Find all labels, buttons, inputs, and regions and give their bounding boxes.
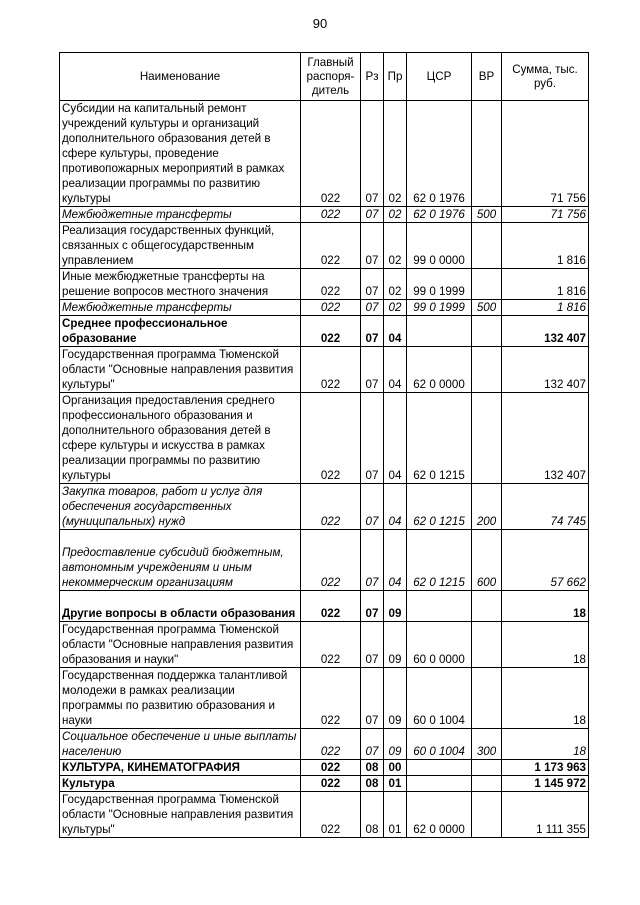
cell-csr [407,591,472,622]
cell-sum: 1 816 [502,269,589,300]
cell-name: Другие вопросы в области образования [60,591,301,622]
cell-main-manager: 022 [301,776,361,792]
cell-rz: 07 [361,484,384,530]
cell-sum: 1 816 [502,223,589,269]
cell-rz: 07 [361,591,384,622]
table-row [60,101,589,207]
cell-name: Организация предоставления среднего профессионального образования и дополнительного образования детей в сфере культуры и искусства в рамках реализации программы по развитию культуры [60,393,301,484]
cell-main-manager: 022 [301,530,361,591]
cell-vr: 300 [472,729,502,760]
cell-vr [472,622,502,668]
cell-sum: 74 745 [502,484,589,530]
cell-sum: 132 407 [502,393,589,484]
header-name: Наименование [60,53,301,101]
cell-main-manager: 022 [301,792,361,838]
cell-rz: 07 [361,101,384,207]
table-row [60,223,589,269]
cell-name: Межбюджетные трансферты [60,207,301,223]
cell-vr [472,347,502,393]
table-row [60,347,589,393]
table-row [60,300,589,316]
cell-vr [472,223,502,269]
cell-name: Межбюджетные трансферты [60,300,301,316]
table-body [60,101,589,838]
cell-main-manager: 022 [301,347,361,393]
cell-name: Предоставление субсидий бюджетным, автономным учреждениям и иным некоммерческим организациям [60,530,301,591]
cell-main-manager: 022 [301,300,361,316]
cell-pr: 04 [384,347,407,393]
cell-sum: 71 756 [502,101,589,207]
table-row [60,393,589,484]
cell-rz: 07 [361,347,384,393]
table-row [60,316,589,347]
header-vr: ВР [472,53,502,101]
cell-csr: 62 0 1976 [407,101,472,207]
header-csr: ЦСР [407,53,472,101]
cell-csr [407,316,472,347]
cell-csr: 99 0 1999 [407,300,472,316]
cell-pr: 01 [384,776,407,792]
cell-pr: 02 [384,207,407,223]
cell-rz: 07 [361,316,384,347]
cell-csr: 99 0 1999 [407,269,472,300]
cell-pr: 04 [384,530,407,591]
cell-sum: 18 [502,591,589,622]
cell-sum: 57 662 [502,530,589,591]
cell-csr: 62 0 1215 [407,484,472,530]
header-main-manager: Главный распоря-дитель [301,53,361,101]
cell-pr: 01 [384,792,407,838]
cell-main-manager: 022 [301,316,361,347]
cell-csr: 60 0 1004 [407,729,472,760]
cell-main-manager: 022 [301,223,361,269]
header-rz: Рз [361,53,384,101]
cell-main-manager: 022 [301,668,361,729]
cell-pr: 04 [384,393,407,484]
table-header-row [60,53,589,101]
table-row [60,622,589,668]
cell-name: Среднее профессиональное образование [60,316,301,347]
page-number: 90 [312,16,328,31]
cell-pr: 02 [384,101,407,207]
cell-csr: 62 0 1215 [407,530,472,591]
cell-csr [407,760,472,776]
cell-main-manager: 022 [301,591,361,622]
cell-pr: 02 [384,223,407,269]
cell-name: Реализация государственных функций, связанных с общегосударственным управлением [60,223,301,269]
cell-name: Иные межбюджетные трансферты на решение вопросов местного значения [60,269,301,300]
cell-vr [472,269,502,300]
cell-main-manager: 022 [301,729,361,760]
table-row [60,668,589,729]
cell-pr: 00 [384,760,407,776]
cell-name: КУЛЬТУРА, КИНЕМАТОГРАФИЯ [60,760,301,776]
cell-sum: 18 [502,729,589,760]
table-row [60,591,589,622]
cell-sum: 1 173 963 [502,760,589,776]
cell-sum: 1 111 355 [502,792,589,838]
table-row [60,776,589,792]
cell-pr: 09 [384,668,407,729]
cell-csr: 62 0 0000 [407,347,472,393]
cell-rz: 07 [361,729,384,760]
table-row [60,729,589,760]
cell-main-manager: 022 [301,760,361,776]
cell-name: Государственная программа Тюменской области "Основные направления развития культуры" [60,347,301,393]
cell-rz: 08 [361,792,384,838]
cell-rz: 07 [361,269,384,300]
cell-rz: 07 [361,223,384,269]
cell-main-manager: 022 [301,101,361,207]
table-row [60,792,589,838]
cell-rz: 07 [361,300,384,316]
budget-table [59,52,589,838]
cell-vr [472,776,502,792]
table-row [60,760,589,776]
cell-csr: 99 0 0000 [407,223,472,269]
cell-rz: 07 [361,622,384,668]
cell-pr: 04 [384,484,407,530]
cell-name: Культура [60,776,301,792]
cell-vr: 500 [472,207,502,223]
table-row [60,269,589,300]
cell-vr [472,316,502,347]
cell-rz: 08 [361,776,384,792]
cell-main-manager: 022 [301,393,361,484]
cell-name: Субсидии на капитальный ремонт учреждений культуры и организаций дополнительного образования детей в сфере культуры, проведение противопожарных мероприятий в рамках реализации программы по развитию культуры [60,101,301,207]
cell-sum: 1 145 972 [502,776,589,792]
table-row [60,484,589,530]
cell-csr: 62 0 1976 [407,207,472,223]
cell-sum: 1 816 [502,300,589,316]
cell-name: Государственная программа Тюменской области "Основные направления развития образования и науки" [60,622,301,668]
cell-name: Государственная поддержка талантливой молодежи в рамках реализации программы по развитию образования и науки [60,668,301,729]
cell-vr [472,792,502,838]
cell-csr: 62 0 0000 [407,792,472,838]
cell-csr [407,776,472,792]
cell-csr: 60 0 0000 [407,622,472,668]
cell-rz: 07 [361,668,384,729]
cell-vr [472,760,502,776]
cell-vr [472,101,502,207]
cell-name: Закупка товаров, работ и услуг для обеспечения государственных (муниципальных) нужд [60,484,301,530]
cell-pr: 09 [384,622,407,668]
cell-main-manager: 022 [301,207,361,223]
cell-pr: 09 [384,591,407,622]
cell-rz: 07 [361,207,384,223]
cell-pr: 09 [384,729,407,760]
cell-main-manager: 022 [301,484,361,530]
cell-vr [472,668,502,729]
cell-sum: 71 756 [502,207,589,223]
cell-name: Государственная программа Тюменской области "Основные направления развития культуры" [60,792,301,838]
cell-sum: 18 [502,668,589,729]
cell-sum: 18 [502,622,589,668]
cell-csr: 62 0 1215 [407,393,472,484]
header-pr: Пр [384,53,407,101]
cell-rz: 07 [361,393,384,484]
cell-vr: 500 [472,300,502,316]
cell-csr: 60 0 1004 [407,668,472,729]
table-row [60,207,589,223]
cell-vr: 200 [472,484,502,530]
cell-pr: 04 [384,316,407,347]
cell-rz: 07 [361,530,384,591]
cell-pr: 02 [384,300,407,316]
cell-name: Социальное обеспечение и иные выплаты населению [60,729,301,760]
cell-rz: 08 [361,760,384,776]
cell-pr: 02 [384,269,407,300]
cell-vr [472,393,502,484]
table-row [60,530,589,591]
cell-sum: 132 407 [502,347,589,393]
cell-main-manager: 022 [301,269,361,300]
cell-vr: 600 [472,530,502,591]
cell-vr [472,591,502,622]
cell-main-manager: 022 [301,622,361,668]
header-sum: Сумма, тыс. руб. [502,53,589,101]
cell-sum: 132 407 [502,316,589,347]
